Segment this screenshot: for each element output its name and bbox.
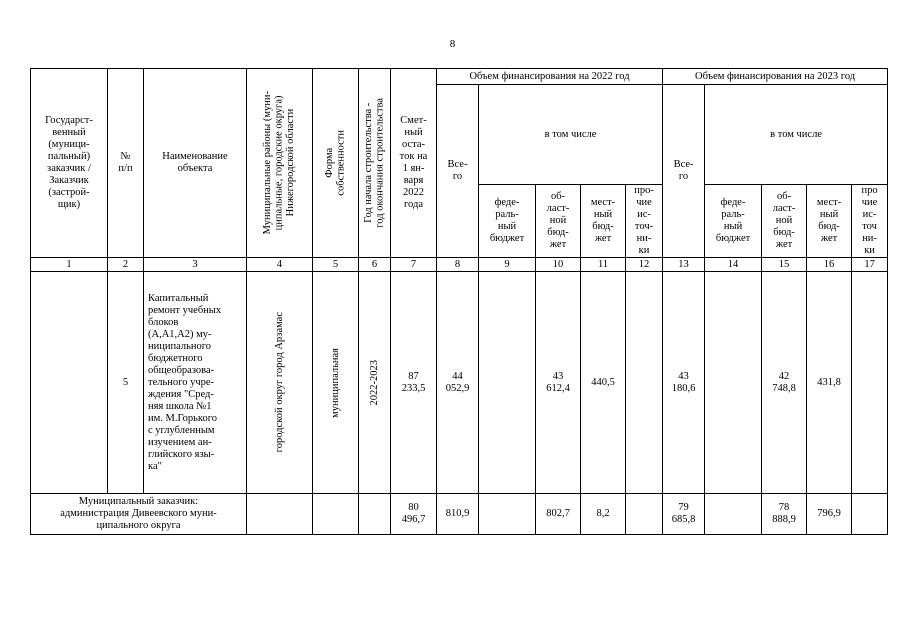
header-other-2023: про чие ис- точ ни- ки bbox=[852, 185, 888, 258]
column-number: 10 bbox=[536, 258, 581, 272]
header-estimate-remainder: Смет- ный оста- ток на 1 ян- варя 2022 года bbox=[391, 69, 437, 258]
row-district-cell bbox=[247, 272, 313, 494]
column-number: 14 bbox=[705, 258, 762, 272]
column-number-row bbox=[31, 258, 888, 272]
totals-other-2022 bbox=[626, 494, 663, 535]
totals-empty bbox=[359, 494, 391, 535]
row-local-2022: 440,5 bbox=[581, 272, 626, 494]
column-number: 6 bbox=[359, 258, 391, 272]
page-number: 8 bbox=[449, 38, 456, 50]
totals-regional-2022: 802,7 bbox=[536, 494, 581, 535]
row-district: городской округ город Арзамас bbox=[273, 312, 285, 453]
row-object-name: Капитальный ремонт учебных блоков (А,А1,А2) му- ниципального бюджетного общеобразова- тельного учре- ждения "Сред- няя школа №1 им. М.Горького с углубленным изучением ан- глийского язы- ка" bbox=[144, 272, 247, 494]
column-number: 13 bbox=[663, 258, 705, 272]
column-number: 17 bbox=[852, 258, 888, 272]
header-financing-2022: Объем финансирования на 2022 год bbox=[437, 69, 663, 85]
row-federal-2023 bbox=[705, 272, 762, 494]
column-number: 4 bbox=[247, 258, 313, 272]
column-number: 8 bbox=[437, 258, 479, 272]
header-regional-2022: об- ласт- ной бюд- жет bbox=[536, 185, 581, 258]
totals-label: Муниципальный заказчик: администрация Дивеевского муни- ципального округа bbox=[31, 494, 247, 535]
row-years-cell bbox=[359, 272, 391, 494]
table-row bbox=[31, 272, 888, 494]
header-object-name: Наименование объекта bbox=[144, 69, 247, 258]
totals-empty bbox=[247, 494, 313, 535]
header-years: Год начала строительства - год окончания строительства bbox=[363, 98, 386, 228]
row-other-2023 bbox=[852, 272, 888, 494]
row-number: 5 bbox=[108, 272, 144, 494]
header-ownership: Форма собственности bbox=[324, 130, 347, 196]
totals-other-2023 bbox=[852, 494, 888, 535]
row-customer bbox=[31, 272, 108, 494]
totals-local-2023: 796,9 bbox=[807, 494, 852, 535]
totals-row bbox=[31, 494, 888, 535]
column-number: 16 bbox=[807, 258, 852, 272]
header-regional-2023: об- ласт- ной бюд- жет bbox=[762, 185, 807, 258]
header-total-2023: Все- го bbox=[663, 85, 705, 258]
header-total-2022: Все- го bbox=[437, 85, 479, 258]
totals-local-2022: 8,2 bbox=[581, 494, 626, 535]
header-including-2023: в том числе bbox=[705, 85, 888, 185]
header-other-2022: про- чие ис- точ- ни- ки bbox=[626, 185, 663, 258]
header-districts: Муниципальные районы (муни- ципальные, городские округа) Нижегородской области bbox=[262, 91, 297, 235]
header-financing-2023: Объем финансирования на 2023 год bbox=[663, 69, 888, 85]
row-federal-2022 bbox=[479, 272, 536, 494]
totals-total-2022: 810,9 bbox=[437, 494, 479, 535]
column-number: 7 bbox=[391, 258, 437, 272]
header-federal-2022: феде- раль- ный бюджет bbox=[479, 185, 536, 258]
column-number: 1 bbox=[31, 258, 108, 272]
header-ownership-cell bbox=[313, 69, 359, 258]
totals-regional-2023: 78 888,9 bbox=[762, 494, 807, 535]
totals-empty bbox=[313, 494, 359, 535]
header-including-2022: в том числе bbox=[479, 85, 663, 185]
column-number: 11 bbox=[581, 258, 626, 272]
header-local-2023: мест- ный бюд- жет bbox=[807, 185, 852, 258]
row-years: 2022-2023 bbox=[368, 359, 380, 406]
header-years-cell bbox=[359, 69, 391, 258]
header-number: № п/п bbox=[108, 69, 144, 258]
column-number: 9 bbox=[479, 258, 536, 272]
header-local-2022: мест- ный бюд- жет bbox=[581, 185, 626, 258]
totals-total-2023: 79 685,8 bbox=[663, 494, 705, 535]
row-regional-2023: 42 748,8 bbox=[762, 272, 807, 494]
row-total-2022: 44 052,9 bbox=[437, 272, 479, 494]
row-remainder: 87 233,5 bbox=[391, 272, 437, 494]
header-federal-2023: феде- раль- ный бюджет bbox=[705, 185, 762, 258]
column-number: 5 bbox=[313, 258, 359, 272]
row-ownership: муниципальная bbox=[329, 347, 341, 418]
totals-federal-2022 bbox=[479, 494, 536, 535]
row-regional-2022: 43 612,4 bbox=[536, 272, 581, 494]
column-number: 2 bbox=[108, 258, 144, 272]
totals-remainder: 80 496,7 bbox=[391, 494, 437, 535]
column-number: 15 bbox=[762, 258, 807, 272]
column-number: 3 bbox=[144, 258, 247, 272]
row-other-2022 bbox=[626, 272, 663, 494]
row-local-2023: 431,8 bbox=[807, 272, 852, 494]
header-districts-cell bbox=[247, 69, 313, 258]
header-customer: Государст- венный (муници- пальный) заказчик / Заказчик (застрой- щик) bbox=[31, 69, 108, 258]
financing-table bbox=[30, 68, 888, 535]
row-total-2023: 43 180,6 bbox=[663, 272, 705, 494]
column-number: 12 bbox=[626, 258, 663, 272]
row-ownership-cell bbox=[313, 272, 359, 494]
totals-federal-2023 bbox=[705, 494, 762, 535]
